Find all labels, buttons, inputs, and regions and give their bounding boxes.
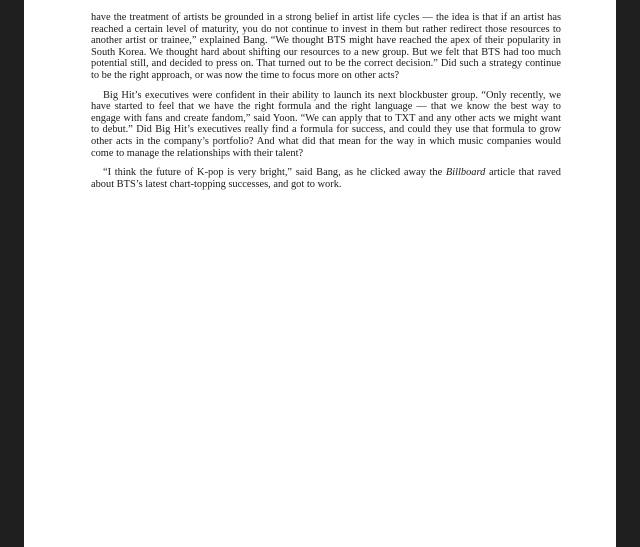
paragraph-3: [91, 167, 561, 190]
paragraph-1: have the treatment of artists be grounded in a strong belief in artist life cycles — the idea is that if an artist has reached a certain level of maturity, you do not continue to invest in them but rather redirect those resources to another artist or trainee,” explained Bang. “We thought BTS might have reached the apex of their popularity in South Korea. We thought hard about shifting our resources to a new group. But we felt that BTS had too much potential still, and decided to press on. That turned out to be the correct decision.” Did such a strategy continue to be the right approach, or was now the time to focus more on other acts?: [91, 12, 561, 81]
document-page: [24, 0, 616, 547]
paragraph-3-text-before: “I think the future of K-pop is very bright,” said Bang, as he clicked away the: [103, 167, 446, 179]
left-margin-background: [0, 0, 24, 547]
paragraph-3-text-after: article that raved about BTS’s latest chart-topping successes, and got to work.: [91, 167, 561, 190]
paragraph-2: Big Hit’s executives were confident in their ability to launch its next blockbuster group. “Only recently, we have started to feel that we have the right formula and the right language — that we know the best way to engage with fans and create fandom,” said Yoon. “We can apply that to TXT and any other acts we might want to debut.” Did Big Hit’s executives really find a formula for success, and could they use that formula to grow other acts in the company’s portfolio? And what did that mean for the way in which music companies would come to manage the relationships with their talent?: [91, 89, 561, 159]
billboard-title: Billboard: [445, 167, 486, 179]
body-text: [91, 12, 561, 198]
right-margin-background: [616, 0, 640, 547]
